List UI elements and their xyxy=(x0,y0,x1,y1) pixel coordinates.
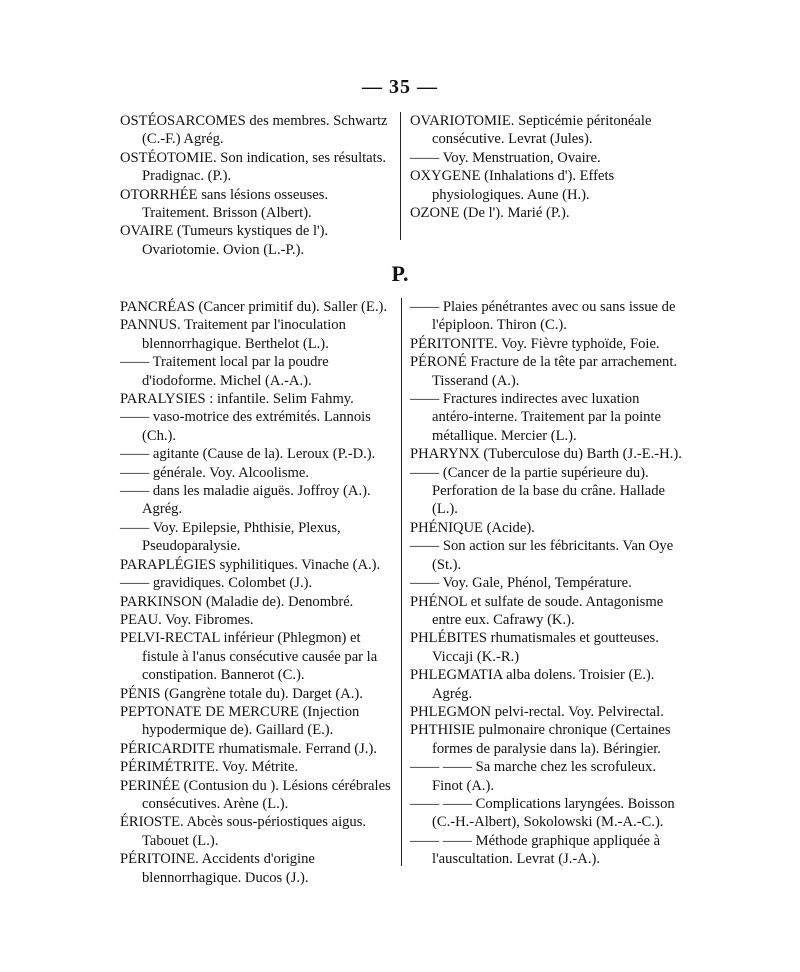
index-entry: —— —— Complications laryngées. Boisson (C.-H.-Albert), Sokolowski (M.-A.-C.). xyxy=(410,795,675,831)
index-entry: PERINÉE (Contusion du ). Lésions cérébrales consécutives. Arène (L.). xyxy=(120,777,391,812)
index-entry: PANCRÉAS (Cancer primitif du). Saller (E.). xyxy=(120,299,387,315)
index-entry: —— —— Sa marche chez les scrofuleux. Finot (A.). xyxy=(410,759,656,794)
index-entry: PÉNIS (Gangrène totale du). Darget (A.). xyxy=(120,685,363,702)
index-entry: —— vaso-motrice des extrémités. Lannois (Ch.). xyxy=(120,409,371,444)
index-entry: PHLEGMON pelvi-rectal. Voy. Pelvirectal. xyxy=(410,703,664,720)
page-number: — 35 — xyxy=(362,76,438,98)
left-column xyxy=(120,298,394,887)
index-entry: PÉRITONITE. Voy. Fièvre typhoïde, Foie. xyxy=(410,335,660,352)
index-entry: —— —— Méthode graphique appliquée à l'auscultation. Levrat (J.-A.). xyxy=(410,832,661,868)
index-entry: PHLÉBITES rhumatismales et goutteuses. Viccaji (K.-R.) xyxy=(410,630,659,665)
index-entry: PANNUS. Traitement par l'inoculation blennorrhagique. Berthelot (L.). xyxy=(120,317,346,352)
index-entry: OSTÉOTOMIE. Son indication, ses résultats. Pradignac. (P.). xyxy=(120,149,387,185)
index-entry: OZONE (De l'). Marié (P.). xyxy=(410,205,570,222)
index-entry: —— Plaies pénétrantes avec ou sans issue de l'épiploon. Thiron (C.). xyxy=(410,299,676,334)
index-entry: PEPTONATE DE MERCURE (Injection hypodermique de). Gaillard (E.). xyxy=(120,703,360,739)
index-entry: OXYGENE (Inhalations d'). Effets physiologiques. Aune (H.). xyxy=(410,168,615,203)
index-entry: PARALYSIES : infantile. Selim Fahmy. xyxy=(120,391,354,408)
index-entry: —— Voy. Gale, Phénol, Température. xyxy=(410,575,632,592)
index-entry: PÉRICARDITE rhumatismale. Ferrand (J.). xyxy=(120,740,377,757)
index-entry: —— Son action sur les fébricitants. Van Oye (St.). xyxy=(410,538,674,573)
index-entry: PEAU. Voy. Fibromes. xyxy=(120,611,254,628)
index-entry: OSTÉOSARCOMES des membres. Schwartz (C.-F.) Agrég. xyxy=(120,113,388,148)
index-entry: ÉRIOSTE. Abcès sous-périostiques aigus. Tabouet (L.). xyxy=(120,814,367,849)
index-entry: —— dans les maladie aiguës. Joffroy (A.). Agrég. xyxy=(120,483,371,518)
index-entry: —— générale. Voy. Alcoolisme. xyxy=(120,464,310,481)
index-entry: —— (Cancer de la partie supérieure du). Perforation de la base du crâne. Hallade (L.). xyxy=(410,464,665,518)
right-column xyxy=(410,298,682,869)
index-entry: PHÉNOL et sulfate de soude. Antagonisme entre eux. Cafrawy (K.). xyxy=(410,593,664,628)
index-entry: PARAPLÉGIES syphilitiques. Vinache (A.). xyxy=(120,556,381,573)
index-entry: —— agitante (Cause de la). Leroux (P.-D.). xyxy=(120,446,376,463)
index-entry: OVARIOTOMIE. Septicémie péritonéale consécutive. Levrat (Jules). xyxy=(410,113,652,148)
index-entry: PHTHISIE pulmonaire chronique (Certaines formes de paralysie dans la). Béringier. xyxy=(410,722,671,757)
top-right-column xyxy=(410,112,680,222)
index-entry: —— gravidiques. Colombet (J.). xyxy=(120,575,313,592)
top-column-divider xyxy=(400,112,401,240)
index-entry: —— Fractures indirectes avec luxation antéro-interne. Traitement par la pointe métallique. Mercier (L.). xyxy=(410,391,661,444)
section-letter: P. xyxy=(391,261,409,286)
index-entry: PÉRONÉ Fracture de la tête par arrachement. Tisserand (A.). xyxy=(410,354,678,389)
index-entry: —— Traitement local par la poudre d'iodoforme. Michel (A.-A.). xyxy=(120,354,329,389)
index-entry: PHARYNX (Tuberculose du) Barth (J.-E.-H.). xyxy=(410,446,682,463)
index-entry: PÉRIMÉTRITE. Voy. Métrite. xyxy=(120,759,299,776)
index-entry: PHLEGMATIA alba dolens. Troisier (E.). Agrég. xyxy=(410,667,655,702)
top-left-column xyxy=(120,112,392,259)
index-entry: —— Voy. Epilepsie, Phthisie, Plexus, Pseudoparalysie. xyxy=(120,519,341,555)
index-entry: —— Voy. Menstruation, Ovaire. xyxy=(410,149,601,166)
index-entry: OVAIRE (Tumeurs kystiques de l'). Ovariotomie. Ovion (L.-P.). xyxy=(120,223,329,258)
index-entry: PARKINSON (Maladie de). Denombré. xyxy=(120,593,354,610)
column-divider xyxy=(401,298,402,866)
index-entry: PÉRITOINE. Accidents d'origine blennorrhagique. Ducos (J.). xyxy=(120,851,315,886)
index-entry: OTORRHÉE sans lésions osseuses. Traitement. Brisson (Albert). xyxy=(120,186,329,222)
index-entry: PHÉNIQUE (Acide). xyxy=(410,519,535,536)
index-entry: PELVI-RECTAL inférieur (Phlegmon) et fistule à l'anus consécutive causée par la constipation. Bannerot (C.). xyxy=(120,630,378,684)
